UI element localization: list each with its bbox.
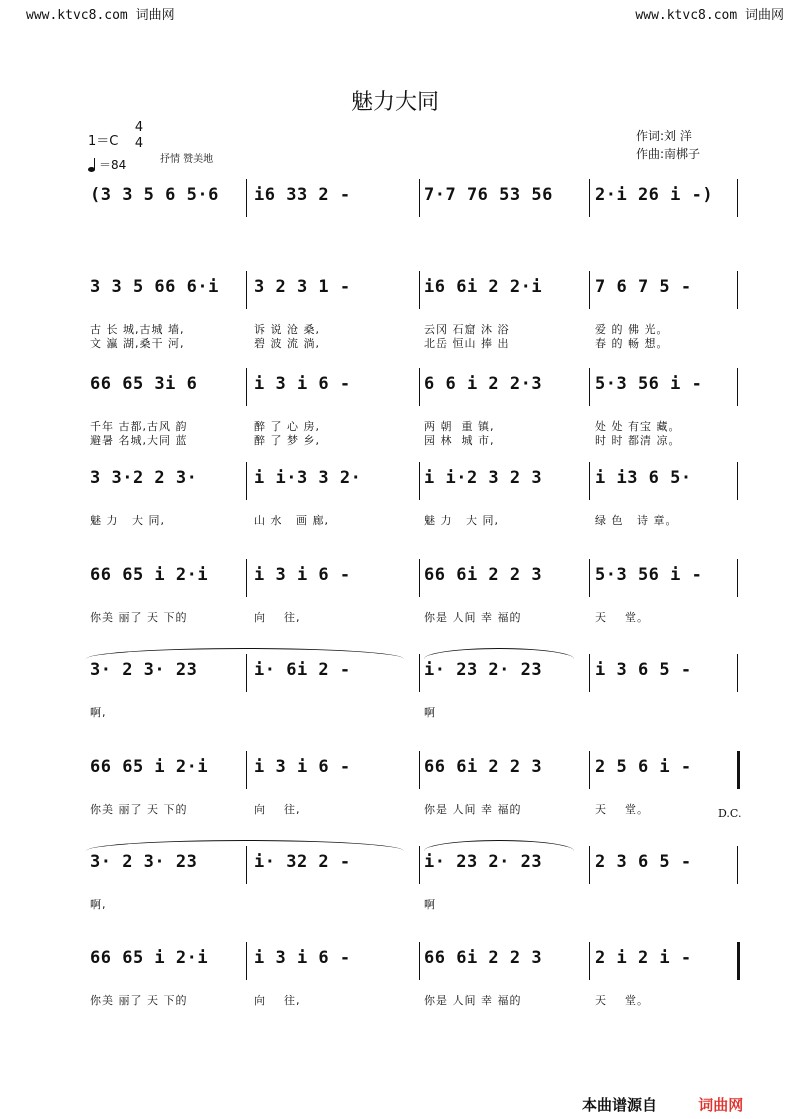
- barline: [246, 462, 247, 500]
- lyric-line: 你美 丽了 天 下的: [90, 803, 188, 816]
- lyric-line: 古 长 城,古城 墙,: [90, 323, 185, 336]
- measure: 6 6 i 2 2·3: [424, 374, 543, 394]
- barline: [246, 271, 247, 309]
- barline: [419, 179, 420, 217]
- phrase-slur: [424, 840, 574, 851]
- measure: 2 i 2 i -: [595, 948, 692, 968]
- lyric-line: 处 处 有宝 藏。: [595, 420, 681, 433]
- lyric-line: 你是 人间 幸 福的: [424, 994, 522, 1007]
- lyric-line: 云冈 石窟 沐 浴: [424, 323, 510, 336]
- measure: 66 65 i 2·i: [90, 565, 209, 585]
- lyric-line: 天 堂。: [595, 611, 649, 624]
- barline: [737, 271, 738, 309]
- quarter-note-icon: [88, 158, 96, 172]
- lyric-line: 北岳 恒山 捧 出: [424, 337, 510, 350]
- lyric-line: 碧 波 流 淌,: [254, 337, 320, 350]
- lyric-line: 你美 丽了 天 下的: [90, 611, 188, 624]
- footer-brand: 词曲网: [698, 1096, 744, 1114]
- measure: 3 3·2 2 3·: [90, 468, 198, 488]
- tempo-value: ＝84: [99, 158, 127, 172]
- lyricist: 作词:刘 洋: [636, 129, 692, 143]
- measure: 5·3 56 i -: [595, 565, 703, 585]
- lyric-line: 园 林 城 市,: [424, 434, 495, 447]
- watermark-left: www.ktvc8.com 词曲网: [26, 8, 175, 23]
- measure: i 3 i 6 -: [254, 374, 351, 394]
- footer-text: 本曲谱源自: [582, 1096, 658, 1114]
- score-system: [86, 948, 741, 1008]
- barline: [419, 654, 420, 692]
- measure: i· 23 2· 23: [424, 852, 543, 872]
- watermark-right: www.ktvc8.com 词曲网: [635, 8, 784, 23]
- score-system: [86, 185, 741, 245]
- measure: 7 6 7 5 -: [595, 277, 692, 297]
- barline: [419, 942, 420, 980]
- lyric-line: 两 朝 重 镇,: [424, 420, 495, 433]
- lyric-line: 天 堂。: [595, 803, 649, 816]
- barline: [589, 368, 590, 406]
- barline: [246, 846, 247, 884]
- measure: 5·3 56 i -: [595, 374, 703, 394]
- lyric-line: 醉 了 心 房,: [254, 420, 320, 433]
- barline: [419, 462, 420, 500]
- measure: i· 23 2· 23: [424, 660, 543, 680]
- measure: 66 6i 2 2 3: [424, 565, 543, 585]
- key-signature: 1＝C: [88, 134, 119, 149]
- measure: 2 5 6 i -: [595, 757, 692, 777]
- measure: 3 3 5 66 6·i: [90, 277, 219, 297]
- barline: [589, 179, 590, 217]
- barline: [589, 846, 590, 884]
- lyric-line: 你美 丽了 天 下的: [90, 994, 188, 1007]
- barline: [589, 462, 590, 500]
- time-denominator: 4: [134, 136, 144, 151]
- barline: [246, 751, 247, 789]
- measure: i i·3 3 2·: [254, 468, 362, 488]
- measure: i 3 i 6 -: [254, 948, 351, 968]
- measure: 66 65 i 2·i: [90, 757, 209, 777]
- barline: [737, 942, 740, 980]
- barline: [737, 462, 738, 500]
- credits: [636, 127, 700, 163]
- barline: [419, 368, 420, 406]
- score-system: [86, 757, 742, 820]
- phrase-slur: [424, 648, 574, 659]
- measure: 3 2 3 1 -: [254, 277, 351, 297]
- lyric-line: 绿 色 诗 章。: [595, 514, 678, 527]
- measure: i6 33 2 -: [254, 185, 351, 205]
- lyric-line: 向 往,: [254, 803, 301, 816]
- tempo-marking: [88, 156, 126, 173]
- barline: [589, 654, 590, 692]
- barline: [737, 559, 738, 597]
- lyric-line: 醉 了 梦 乡,: [254, 434, 320, 447]
- footer: [582, 1094, 743, 1115]
- measure: 3· 2 3· 23: [90, 660, 198, 680]
- lyric-line: 魅 力 大 同,: [424, 514, 499, 527]
- measure: 66 65 3i 6: [90, 374, 198, 394]
- measure: (3 3 5 6 5·6: [90, 185, 219, 205]
- expression-marking: 抒情 赞美地: [160, 154, 214, 165]
- lyric-line: 啊,: [90, 706, 107, 719]
- lyric-line: 啊: [424, 706, 436, 719]
- lyric-line: 山 水 画 廊,: [254, 514, 329, 527]
- composer: 作曲:南梆子: [636, 147, 701, 161]
- score-system: [86, 852, 741, 912]
- barline: [419, 559, 420, 597]
- barline: [737, 654, 738, 692]
- barline: [737, 751, 740, 789]
- measure: 66 6i 2 2 3: [424, 948, 543, 968]
- measure: 66 6i 2 2 3: [424, 757, 543, 777]
- barline: [246, 559, 247, 597]
- measure: i 3 i 6 -: [254, 757, 351, 777]
- score-system: [86, 374, 741, 447]
- barline: [589, 751, 590, 789]
- barline: [246, 179, 247, 217]
- barline: [737, 846, 738, 884]
- score-system: [86, 565, 741, 625]
- barline: [589, 559, 590, 597]
- measure: i 3 6 5 -: [595, 660, 692, 680]
- barline: [246, 654, 247, 692]
- measure: 3· 2 3· 23: [90, 852, 198, 872]
- phrase-slur: [86, 648, 404, 659]
- lyric-line: 春 的 畅 想。: [595, 337, 669, 350]
- measure: i i·2 3 2 3: [424, 468, 543, 488]
- lyric-line: 时 时 都清 凉。: [595, 434, 681, 447]
- barline: [589, 271, 590, 309]
- dc-marking: D.C.: [718, 807, 742, 820]
- measure: i· 32 2 -: [254, 852, 351, 872]
- lyric-line: 啊,: [90, 898, 107, 911]
- measure: i 3 i 6 -: [254, 565, 351, 585]
- page-title: 魅力大同: [350, 90, 439, 115]
- lyric-line: 诉 说 沧 桑,: [254, 323, 320, 336]
- time-numerator: 4: [134, 120, 144, 135]
- lyric-line: 魅 力 大 同,: [90, 514, 165, 527]
- measure: i6 6i 2 2·i: [424, 277, 543, 297]
- lyric-line: 向 往,: [254, 994, 301, 1007]
- measure: i i3 6 5·: [595, 468, 692, 488]
- measure: 66 65 i 2·i: [90, 948, 209, 968]
- barline: [246, 942, 247, 980]
- lyric-line: 啊: [424, 898, 436, 911]
- score-system: [86, 468, 741, 528]
- score-system: [86, 277, 741, 350]
- lyric-line: 向 往,: [254, 611, 301, 624]
- barline: [419, 271, 420, 309]
- lyric-line: 天 堂。: [595, 994, 649, 1007]
- barline: [419, 846, 420, 884]
- barline: [589, 942, 590, 980]
- lyric-line: 你是 人间 幸 福的: [424, 611, 522, 624]
- measure: 2 3 6 5 -: [595, 852, 692, 872]
- lyric-line: 你是 人间 幸 福的: [424, 803, 522, 816]
- lyric-line: 爱 的 佛 光。: [595, 323, 669, 336]
- lyric-line: 千年 古都,古风 韵: [90, 420, 188, 433]
- measure: 2·i 26 i -): [595, 185, 714, 205]
- score-system: [86, 660, 741, 720]
- time-signature: [132, 120, 146, 152]
- measure: 7·7 76 53 56: [424, 185, 553, 205]
- barline: [737, 179, 738, 217]
- barline: [246, 368, 247, 406]
- measure: i· 6i 2 -: [254, 660, 351, 680]
- barline: [419, 751, 420, 789]
- phrase-slur: [86, 840, 404, 851]
- lyric-line: 文 瀛 湖,桑干 河,: [90, 337, 185, 350]
- barline: [737, 368, 738, 406]
- lyric-line: 避暑 名城,大同 蓝: [90, 434, 188, 447]
